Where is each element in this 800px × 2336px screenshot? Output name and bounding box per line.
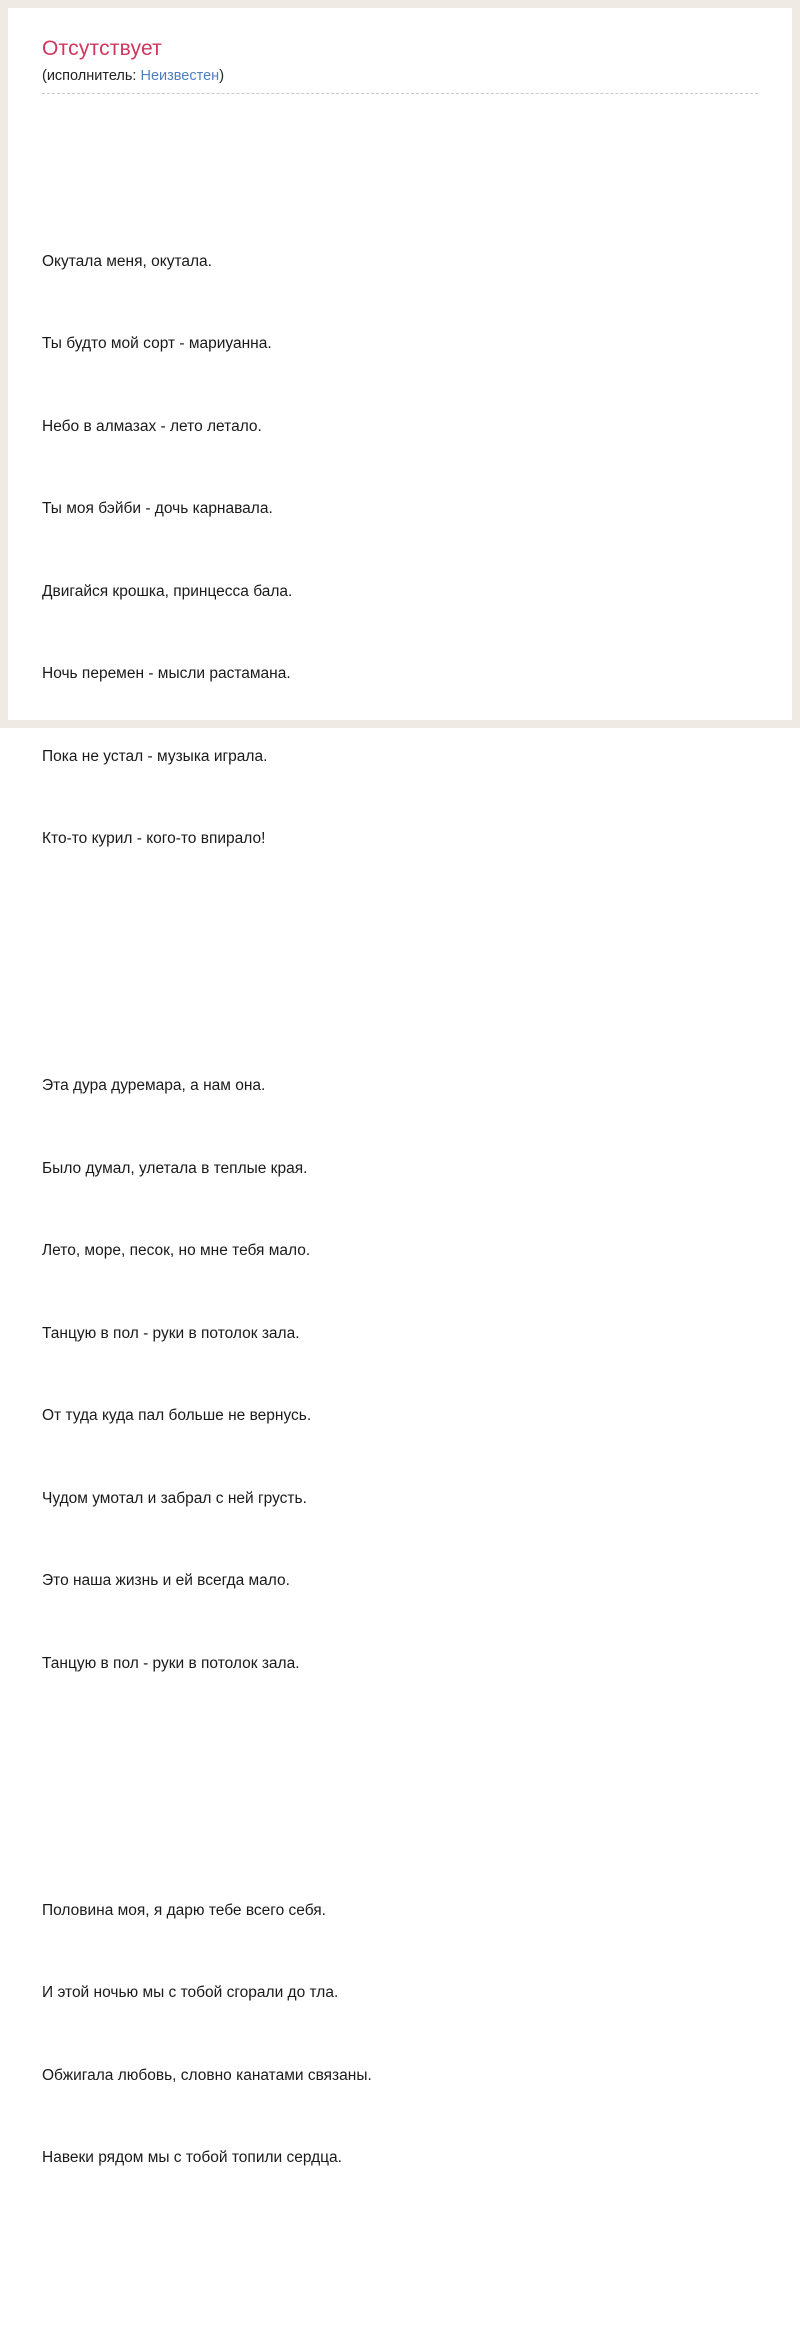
header-divider — [42, 93, 758, 94]
lyrics-line: Ты будто мой сорт - мариуанна. — [42, 335, 272, 352]
lyrics-line: Это наша жизнь и ей всегда мало. — [42, 1572, 290, 1589]
lyrics-line: Двигайся крошка, принцесса бала. — [42, 582, 293, 600]
lyrics-line: И этой ночью мы с тобой сгорали до тла. — [42, 1984, 339, 2001]
lyrics-line: Кто-то курил - кого-то впирало! — [42, 830, 266, 847]
artist-link[interactable]: Неизвестен — [140, 68, 220, 84]
lyrics-line: Чудом умотал и забрал с ней грусть. — [42, 1489, 307, 1507]
lyrics-document — [8, 8, 792, 2166]
artist-suffix-label: ) — [219, 68, 225, 84]
lyrics-line: Небо в алмазах - лето летало. — [42, 417, 262, 435]
lyrics-stanza — [42, 193, 758, 908]
artist-prefix-label: (исполнитель: — [42, 68, 141, 84]
lyrics-line: Пока не устал - музыка играла. — [42, 747, 268, 765]
lyrics-line: Ты моя бэйби - дочь карнавала. — [42, 500, 273, 517]
lyrics-line: Навеки рядом мы с тобой топили сердца. — [42, 2149, 342, 2166]
lyrics-line: Окутала меня, окутала. — [42, 252, 212, 270]
lyrics-line: Ночь перемен - мысли растамана. — [42, 665, 291, 682]
lyrics-line: Лето, море, песок, но мне тебя мало. — [42, 1242, 311, 1259]
artist-line — [42, 68, 758, 84]
lyrics-line: Было думал, улетала в теплые края. — [42, 1159, 308, 1177]
lyrics-body — [42, 110, 758, 2336]
lyrics-line: Половина моя, я дарю тебе всего себя. — [42, 1901, 326, 1919]
page-title: Отсутствует — [42, 37, 162, 60]
lyrics-line: Танцую в пол - руки в потолок зала. — [42, 1324, 300, 1342]
lyrics-line: Эта дура дуремара, а нам она. — [42, 1077, 266, 1094]
lyrics-stanza — [42, 1842, 758, 2227]
lyrics-line: Обжигала любовь, словно канатами связаны. — [42, 2066, 372, 2084]
lyrics-stanza — [42, 1017, 758, 1732]
lyrics-line: Танцую в пол - руки в потолок зала. — [42, 1654, 300, 1672]
lyrics-line: От туда куда пал больше не вернусь. — [42, 1407, 312, 1424]
